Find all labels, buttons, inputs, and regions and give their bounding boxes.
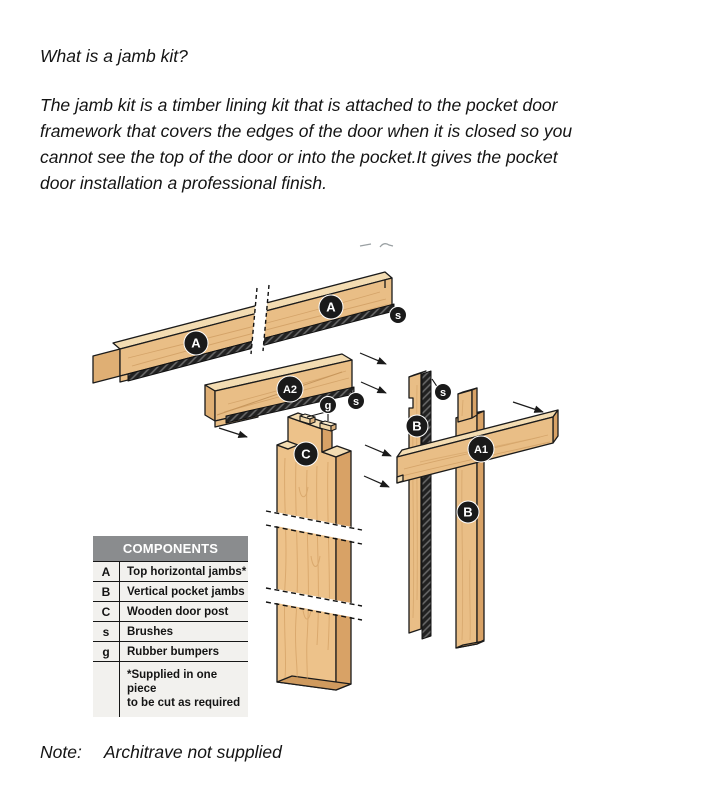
part-label-b-right [457, 501, 479, 523]
svg-text:A: A [191, 335, 201, 351]
table-footnote-row [93, 662, 248, 717]
page-title: What is a jamb kit? [40, 46, 188, 66]
component-key: A [93, 562, 120, 581]
part-label-c [294, 442, 318, 466]
table-row [93, 582, 248, 602]
svg-text:s: s [352, 396, 360, 408]
part-label-g [320, 397, 337, 414]
component-key: C [93, 602, 120, 621]
svg-text:B: B [412, 418, 422, 434]
bottom-note [40, 742, 282, 763]
part-label-a-right [319, 295, 343, 319]
component-label: Top horizontal jambs* [127, 565, 247, 578]
note-text: Architrave not supplied [103, 742, 282, 762]
paragraph-line: cannot see the top of the door or into the pocket.It gives the pocket [40, 147, 558, 167]
footnote-line: *Supplied in one piece [127, 669, 218, 695]
svg-text:A2: A2 [282, 384, 298, 396]
part-label-b-left [406, 415, 428, 437]
component-key: B [93, 582, 120, 601]
components-table [93, 536, 248, 717]
component-label: Wooden door post [127, 605, 229, 618]
paragraph-line: framework that covers the edges of the door when it is closed so you [40, 121, 573, 141]
b-left-vertical-jamb [409, 371, 431, 639]
component-key: g [93, 642, 120, 661]
paragraph-line: The jamb kit is a timber lining kit that is attached to the pocket door [40, 95, 558, 115]
component-label: Rubber bumpers [127, 645, 220, 658]
component-key-empty [93, 662, 120, 717]
svg-text:A: A [326, 299, 336, 315]
part-label-a2 [277, 376, 303, 402]
paragraph-line: door installation a professional finish. [40, 173, 327, 193]
part-label-a1 [468, 436, 494, 462]
components-table-header: COMPONENTS [93, 536, 248, 562]
footnote-line: to be cut as required [127, 697, 241, 709]
component-label: Brushes [127, 625, 174, 638]
table-row [93, 602, 248, 622]
part-label-s-pocket [435, 384, 452, 401]
component-label: Vertical pocket jambs [127, 585, 245, 598]
note-label: Note: [40, 742, 82, 762]
part-label-s-beam-a2 [348, 393, 365, 410]
svg-text:s: s [394, 310, 402, 322]
svg-text:s: s [439, 387, 447, 399]
table-row [93, 562, 248, 582]
svg-text:B: B [463, 504, 473, 520]
component-key: s [93, 622, 120, 641]
stray-marks [360, 244, 393, 247]
svg-text:C: C [301, 446, 311, 462]
part-label-s-beam-a [390, 307, 407, 324]
table-footnote [120, 662, 248, 717]
svg-text:g: g [324, 400, 332, 412]
part-label-a-left [184, 331, 208, 355]
table-row [93, 642, 248, 662]
svg-text:A1: A1 [473, 444, 489, 456]
table-row [93, 622, 248, 642]
